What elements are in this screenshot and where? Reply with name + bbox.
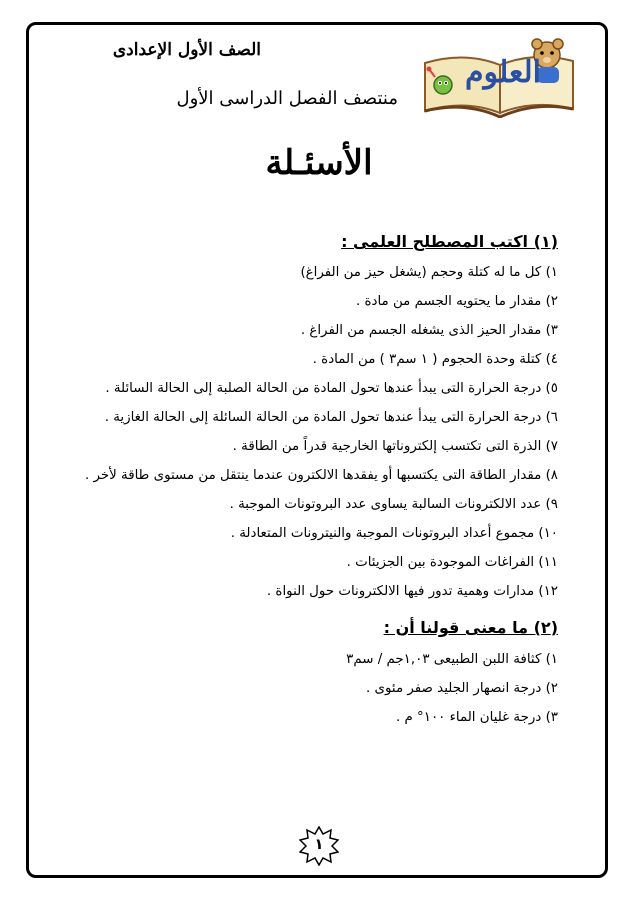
logo-word: العلوم [465, 55, 541, 90]
list-item: ٤) كتلة وحدة الحجوم ( ١ سم٣ ) من المادة . [312, 352, 558, 367]
list-item: ٢) درجة انصهار الجليد صفر مئوى . [366, 681, 558, 696]
list-item: ٣) مقدار الحيز الذى يشغله الجسم من الفراغ . [300, 323, 558, 338]
list-item: ٧) الذرة التى تكتسب إلكتروناتها الخارجية قدراً من الطاقة . [232, 439, 558, 454]
page-title: الأسئـلة [265, 143, 373, 183]
section-2-list [88, 645, 558, 732]
section-1-list [84, 258, 558, 606]
list-item: ١١) الفراغات الموجودة بين الجزيئات . [346, 555, 558, 570]
list-item: ٨) مقدار الطاقة التى يكتسبها أو يفقدها الالكترون عندما ينتقل من مستوى طاقة لأخر . [84, 468, 558, 483]
term-label: منتصف الفصل الدراسى الأول [176, 88, 398, 109]
section-1 [88, 232, 558, 251]
list-item: ٩) عدد الالكترونات السالبة يساوى عدد البروتونات الموجبة . [229, 497, 558, 512]
list-item: ١٢) مدارات وهمية تدور فيها الالكترونات حول النواة . [266, 584, 558, 599]
section-1-heading: (١) اكتب المصطلح العلمى : [341, 232, 558, 251]
list-item: ١) كل ما له كتلة وحجم (يشغل حيز من الفراغ) [300, 265, 558, 280]
list-item: ٢) مقدار ما يحتويه الجسم من مادة . [355, 294, 558, 309]
list-item: ١٠) مجموع أعداد البروتونات الموجبة والنيترونات المتعادلة . [230, 526, 558, 541]
section-2-heading: (٢) ما معنى قولنا أن : [383, 618, 558, 637]
page-number-badge [299, 826, 339, 866]
list-item: ٣) درجة غليان الماء ١٠٠° م . [396, 710, 558, 725]
science-logo [405, 33, 580, 118]
list-item: ١) كثافة اللبن الطبيعى ١,٠٣جم / سم٣ [346, 652, 558, 667]
page-number: ١ [314, 835, 324, 853]
list-item: ٦) درجة الحرارة التى يبدأ عندها تحول المادة من الحالة السائلة إلى الحالة الغازية . [104, 410, 558, 425]
list-item: ٥) درجة الحرارة التى يبدأ عندها تحول المادة من الحالة الصلبة إلى الحالة السائلة . [105, 381, 558, 396]
section-2 [88, 618, 558, 637]
grade-label: الصف الأول الإعدادى [112, 40, 261, 60]
